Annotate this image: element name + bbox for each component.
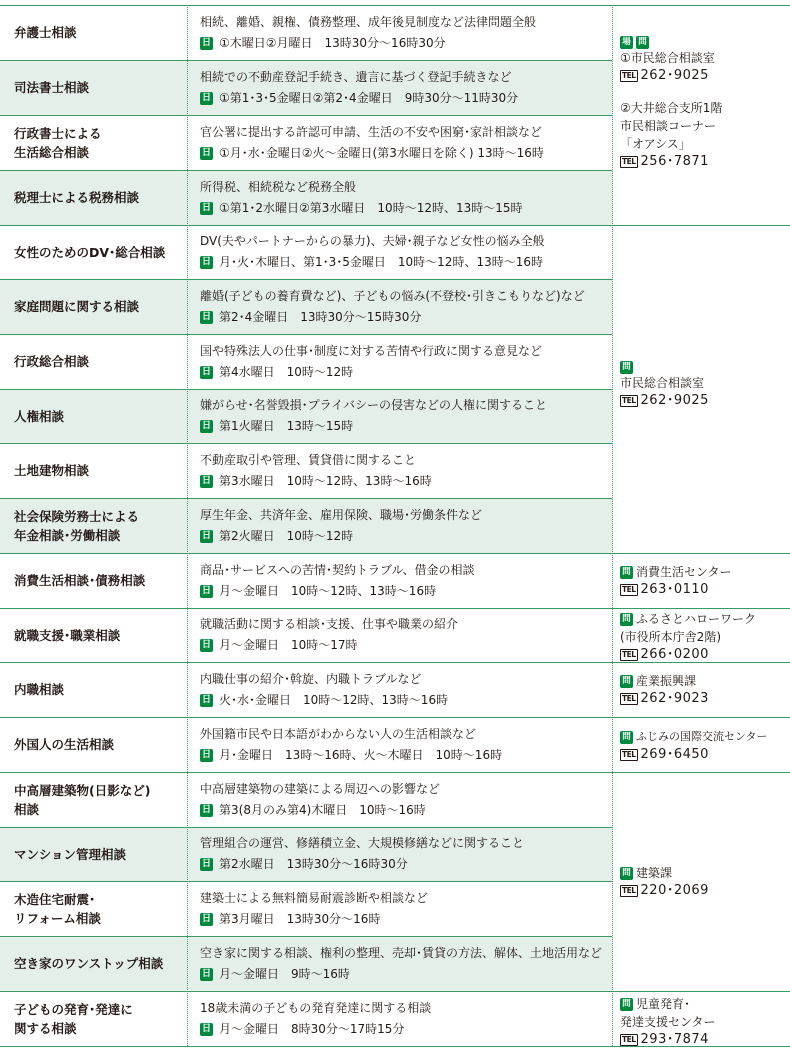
row-name-line: 相談 [14,801,40,817]
column-divider [612,5,613,1046]
row-name-line: 行政書士による [14,125,102,141]
schedule-icon: 日 [201,37,211,48]
row-name [0,772,187,827]
row-divider [0,334,612,335]
row-schedule [200,143,612,164]
row-description-text: 離婚(子どもの養育費など)、子どもの悩み(不登校･引きこもりなど)など [200,288,585,303]
row-description [188,389,612,443]
row-description-text: 商品･サービスへの苦情･契約トラブル、借金の相談 [200,562,475,577]
row-schedule [200,964,612,985]
row-divider [0,553,790,554]
row-name-line: 人権相談 [14,408,65,424]
row-description [188,60,612,115]
row-description-text: 空き家に関する相談、権利の整理、売却･賃貸の方法、解体、土地活用など [200,945,603,960]
row-name-line: 木造住宅耐震･ [14,891,96,907]
row-name [0,443,187,498]
contact-building-tel: 220･2069 [640,883,709,898]
row-description-text: 相続での不動産登記手続き、遺言に基づく登記手続きなど [200,69,512,84]
row-schedule [200,252,612,273]
row-description [188,115,612,170]
row-description [188,936,612,991]
row-schedule-text: 第2･4金曜日 13時30分～15時30分 [219,309,422,324]
inquiry-tag-icon: 問 [620,731,633,744]
row-name-line: 子どもの発育･発達に [14,1001,133,1017]
row-schedule-text: 第3(8月のみ第4)木曜日 10時～16時 [219,802,426,817]
contact-naishoku-place: 産業振興課 [636,674,697,688]
row-schedule-text: 第1火曜日 13時～15時 [219,419,354,433]
row-description-text: 外国籍市民や日本語がわからない人の生活相談など [200,726,477,741]
row-name [0,279,187,334]
row-description-text: 18歳未満の子どもの発育発達に関する相談 [200,1000,432,1015]
row-divider [0,60,612,61]
row-name-line: 中高層建築物(日影など) [14,782,151,798]
row-description-text: 不動産取引や管理、賃貸借に関すること [200,452,417,467]
row-divider [0,115,612,116]
row-schedule [200,416,612,437]
row-name [0,60,187,115]
schedule-icon: 日 [201,475,211,486]
row-name-line: 消費生活相談･債務相談 [14,573,146,588]
contact-foreign-tel: 269･6450 [640,747,709,762]
tel-icon: TEL [622,396,636,405]
row-description-text: DV(夫やパートナーからの暴力)、夫婦･親子など女性の悩み全般 [200,234,545,248]
contact-legal-place2c: 「オアシス」 [620,137,691,151]
row-name-line: 土地建物相談 [14,463,90,478]
contact-building [620,864,790,900]
row-divider [0,5,790,6]
contact-legal-place2b: 市民相談コーナー [620,119,717,133]
row-schedule [200,1019,612,1040]
row-schedule [200,635,612,656]
row-name-line: 行政総合相談 [14,354,90,369]
inquiry-tag-icon: 問 [620,361,633,374]
row-divider [0,389,612,390]
row-schedule [200,745,612,766]
schedule-icon: 日 [201,968,211,979]
place-tag-icon: 場 [620,36,633,49]
row-schedule-text: 第3月曜日 13時30分～16時 [219,911,381,926]
row-name-line: マンション管理相談 [14,846,126,862]
inquiry-tag-icon: 問 [636,36,649,49]
row-description-text: 国や特殊法人の仕事･制度に対する苦情や行政に関する意見など [200,343,543,358]
row-name [0,334,187,389]
contact-child-place-b: 発達支援センター [620,1015,716,1029]
row-description [188,225,612,279]
schedule-icon: 日 [201,640,211,650]
row-schedule-text: 月･金曜日 13時～16時、火～木曜日 10時～16時 [219,747,503,762]
row-schedule [200,526,612,547]
row-schedule-text: 月～金曜日 8時30分～17時15分 [219,1021,405,1036]
tel-icon: TEL [622,1035,636,1044]
row-name-line: 空き家のワンストップ相談 [14,956,164,971]
row-description-text: 就職活動に関する相談･支援、仕事や職業の紹介 [200,617,459,631]
row-schedule-text: 月～金曜日 10時～17時 [219,638,358,652]
row-name [0,389,187,443]
row-divider [0,170,612,171]
row-name-line: リフォーム相談 [14,910,101,926]
schedule-icon: 日 [201,913,211,924]
contact-naishoku [620,672,790,708]
contact-consumer-tel: 263･0110 [640,582,709,597]
contact-legal-tel2: 256･7871 [640,154,709,169]
contact-job-place: ふるさとハローワーク [636,612,757,626]
inquiry-tag-icon: 問 [620,998,633,1011]
row-schedule [200,690,612,711]
row-name [0,498,187,553]
row-name [0,827,187,881]
contact-general-place: 市民総合相談室 [620,376,705,390]
row-description [188,991,612,1046]
tel-icon: TEL [622,650,636,659]
row-schedule [200,33,612,54]
contact-job-tel: 266･0200 [640,647,709,662]
row-schedule [200,800,612,821]
schedule-icon: 日 [201,530,211,541]
row-schedule-text: 第2火曜日 10時～12時 [219,528,354,543]
row-schedule [200,471,612,492]
row-schedule [200,88,612,109]
row-description-text: 管理組合の運営、修繕積立金、大規模修繕などに関すること [200,836,525,850]
contact-legal-tel1: 262･9025 [640,68,709,83]
contact-general [620,361,790,410]
tel-icon: TEL [622,886,636,895]
schedule-icon: 日 [201,421,211,431]
row-name-line: 関する相談 [14,1020,77,1036]
contact-legal-place2: ②大井総合支所1階 [620,101,723,115]
row-description [188,279,612,334]
row-description [188,717,612,772]
schedule-icon: 日 [201,804,211,815]
row-description-text: 内職仕事の紹介･斡旋、内職トラブルなど [200,671,422,686]
inquiry-tag-icon: 問 [620,867,633,880]
contact-child-place: 児童発育･ [636,997,691,1011]
contact-general-tel: 262･9025 [640,393,709,408]
row-description-text: 相続、離婚、親権、債務整理、成年後見制度など法律問題全般 [200,14,537,29]
contact-foreign-place: ふじみの国際交流センター [636,730,768,743]
row-schedule-text: 月～金曜日 10時～12時、13時～16時 [219,583,437,598]
row-name [0,5,187,60]
row-name-line: 年金相談･労働相談 [14,527,121,543]
row-name [0,881,187,936]
row-name-line: 外国人の生活相談 [14,737,115,752]
row-schedule [200,854,612,875]
row-schedule-text: 第2水曜日 13時30分～16時30分 [219,857,408,871]
row-name-line: 弁護士相談 [14,25,77,40]
row-schedule [200,198,612,219]
row-divider [0,772,790,773]
contact-naishoku-tel: 262･9023 [640,691,709,706]
contact-job-place-b: (市役所本庁舎2階) [620,630,721,644]
schedule-icon: 日 [201,202,211,213]
row-description-text: 中高層建築物の建築による周辺への影響など [200,781,441,796]
row-description [188,553,612,608]
row-schedule [200,909,612,930]
row-name [0,553,187,608]
row-name [0,717,187,772]
row-description [188,443,612,498]
row-description [188,5,612,60]
schedule-icon: 日 [201,585,211,596]
schedule-icon: 日 [201,1023,211,1034]
row-schedule-text: ①第1･3･5金曜日②第2･4金曜日 9時30分～11時30分 [219,90,519,105]
inquiry-tag-icon: 問 [620,613,633,626]
tel-icon: TEL [622,750,636,759]
contact-consumer-place: 消費生活センター [636,565,732,579]
row-description-text: 建築士による無料簡易耐震診断や相談など [200,890,429,905]
row-divider [0,827,612,828]
row-description-text: 官公署に提出する許認可申請、生活の不安や困窮･家計相談など [200,124,543,139]
row-description [188,772,612,827]
row-description [188,662,612,717]
row-description [188,608,612,662]
schedule-icon: 日 [201,92,211,103]
schedule-icon: 日 [201,749,211,760]
row-schedule [200,581,612,602]
inquiry-tag-icon: 問 [620,566,633,579]
row-name [0,170,187,225]
row-divider [0,991,790,992]
tel-icon: TEL [622,585,636,594]
row-divider [0,608,790,609]
row-schedule-text: 第4水曜日 10時～12時 [219,364,354,379]
contact-job [620,610,790,664]
row-name [0,115,187,170]
row-name [0,608,187,662]
column-divider [187,5,188,1046]
schedule-icon: 日 [201,257,211,267]
row-description [188,881,612,936]
row-name [0,225,187,279]
row-description [188,334,612,389]
contact-consumer [620,563,790,599]
row-divider [0,498,612,499]
row-schedule-text: 第3水曜日 10時～12時、13時～16時 [219,473,432,488]
row-schedule-text: 月･火･木曜日、第1･3･5金曜日 10時～12時、13時～16時 [219,255,543,269]
row-divider [0,443,612,444]
row-description [188,498,612,553]
schedule-icon: 日 [201,366,211,377]
row-schedule-text: 火･水･金曜日 10時～12時、13時～16時 [219,692,449,707]
contact-child-tel: 293･7874 [640,1032,709,1047]
row-schedule-text: ①第1･2水曜日②第3水曜日 10時～12時、13時～15時 [219,200,523,215]
contact-legal-place1: ①市民総合相談室 [620,51,715,65]
schedule-icon: 日 [201,694,211,705]
row-schedule-text: ①木曜日②月曜日 13時30分～16時30分 [219,35,446,50]
contact-foreign [620,728,790,764]
row-name-line: 内職相談 [14,682,65,697]
schedule-icon: 日 [201,311,211,322]
row-schedule-text: 月～金曜日 9時～16時 [219,966,350,981]
tel-icon: TEL [622,71,636,80]
row-name-line: 女性のためのDV･総合相談 [14,244,166,260]
row-schedule [200,307,612,328]
row-name-line: 社会保険労務士による [14,508,140,524]
row-divider [0,717,790,718]
row-description-text: 厚生年金、共済年金、雇用保険、職場･労働条件など [200,507,483,522]
inquiry-tag-icon: 問 [620,675,633,688]
row-name-line: 税理士による税務相談 [14,190,140,205]
row-divider [0,279,612,280]
row-name-line: 家庭問題に関する相談 [14,299,140,314]
row-description [188,170,612,225]
row-name [0,991,187,1046]
row-schedule-text: ①月･水･金曜日②火～金曜日(第3水曜日を除く) 13時～16時 [219,145,544,160]
row-name-line: 生活総合相談 [14,144,90,160]
contact-legal [620,36,790,171]
schedule-icon: 日 [201,147,211,158]
row-name [0,936,187,991]
tel-icon: TEL [622,694,636,703]
tel-icon: TEL [622,157,636,166]
row-description-text: 嫌がらせ･名誉毀損･プライバシーの侵害などの人権に関すること [200,398,548,412]
row-divider [0,936,612,937]
row-description-text: 所得税、相続税など税務全般 [200,179,357,194]
row-divider [0,225,790,226]
row-name [0,662,187,717]
row-divider [0,881,612,882]
row-name-line: 就職支援･職業相談 [14,627,121,643]
schedule-icon: 日 [201,859,211,869]
contact-child [620,995,790,1049]
row-description [188,827,612,881]
row-name-line: 司法書士相談 [14,80,90,95]
contact-building-place: 建築課 [636,866,673,880]
row-schedule [200,362,612,383]
